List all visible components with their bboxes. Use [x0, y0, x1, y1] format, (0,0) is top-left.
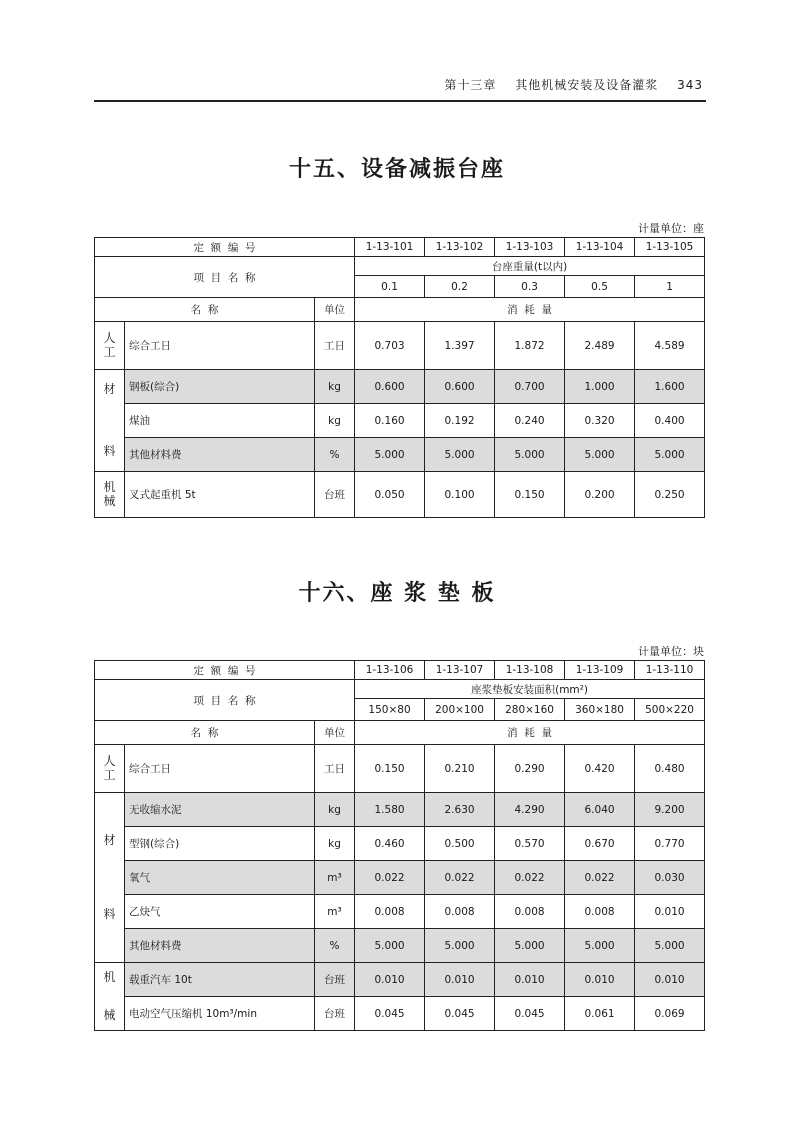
param-value: 0.2 [425, 276, 495, 298]
consumption-value: 0.480 [635, 745, 705, 793]
consumption-value: 0.250 [635, 472, 705, 518]
param-value: 0.3 [495, 276, 565, 298]
resource-unit: kg [315, 404, 355, 438]
consumption-value: 0.400 [635, 404, 705, 438]
category-label [95, 793, 125, 963]
quota-code: 1-13-106 [355, 661, 425, 680]
param-value: 500×220 [635, 699, 705, 721]
consumption-value: 5.000 [565, 438, 635, 472]
consumption-value: 0.008 [355, 895, 425, 929]
consumption-value: 0.010 [495, 963, 565, 997]
consumption-value: 5.000 [565, 929, 635, 963]
consumption-value: 5.000 [495, 438, 565, 472]
quota-table [94, 660, 705, 1031]
resource-unit: % [315, 438, 355, 472]
table-row [95, 404, 705, 438]
consumption-value: 0.061 [565, 997, 635, 1031]
item-name-label: 项 目 名 称 [95, 680, 355, 721]
section-title: 十六、座 浆 垫 板 [298, 581, 496, 606]
category-label [95, 472, 125, 518]
resource-name: 综合工日 [125, 745, 315, 793]
consumption-label: 消 耗 量 [355, 298, 705, 322]
consumption-value: 5.000 [355, 438, 425, 472]
consumption-value: 5.000 [425, 929, 495, 963]
resource-unit: 工日 [315, 322, 355, 370]
consumption-value: 0.200 [565, 472, 635, 518]
category-char: 械 [103, 493, 116, 508]
consumption-value: 0.150 [355, 745, 425, 793]
unit-note: 计量单位：座 [638, 222, 704, 235]
param-value: 200×100 [425, 699, 495, 721]
consumption-value: 5.000 [635, 929, 705, 963]
name-label: 名 称 [95, 721, 315, 745]
resource-name: 氧气 [125, 861, 315, 895]
category-char: 材 [103, 833, 116, 848]
page-number: 343 [677, 78, 703, 92]
consumption-value: 0.240 [495, 404, 565, 438]
resource-unit: kg [315, 827, 355, 861]
resource-unit: m³ [315, 895, 355, 929]
consumption-value: 0.022 [425, 861, 495, 895]
quota-code-row [95, 238, 705, 257]
resource-name: 其他材料费 [125, 438, 315, 472]
consumption-value: 0.069 [635, 997, 705, 1031]
column-heading-row [95, 298, 705, 322]
category-char: 工 [103, 767, 116, 782]
consumption-value: 0.045 [495, 997, 565, 1031]
quota-code: 1-13-110 [635, 661, 705, 680]
category-char: 人 [103, 754, 116, 769]
table-row [95, 370, 705, 404]
consumption-value: 0.010 [355, 963, 425, 997]
category-char: 械 [103, 1007, 116, 1022]
category-char: 工 [103, 344, 116, 359]
category-label [95, 370, 125, 472]
consumption-value: 1.600 [635, 370, 705, 404]
table-row [95, 861, 705, 895]
resource-name: 无收缩水泥 [125, 793, 315, 827]
quota-code: 1-13-108 [495, 661, 565, 680]
resource-name: 钢板(综合) [125, 370, 315, 404]
quota-code: 1-13-105 [635, 238, 705, 257]
resource-name: 乙炔气 [125, 895, 315, 929]
resource-unit: 台班 [315, 472, 355, 518]
column-heading-row [95, 721, 705, 745]
category-char: 人 [103, 331, 116, 346]
consumption-value: 4.589 [635, 322, 705, 370]
param-value: 1 [635, 276, 705, 298]
quota-code: 1-13-104 [565, 238, 635, 257]
category-char: 机 [103, 970, 116, 985]
consumption-value: 0.045 [355, 997, 425, 1031]
consumption-value: 0.050 [355, 472, 425, 518]
consumption-value: 0.290 [495, 745, 565, 793]
consumption-value: 0.010 [635, 963, 705, 997]
resource-unit: 台班 [315, 997, 355, 1031]
consumption-value: 0.160 [355, 404, 425, 438]
consumption-value: 0.010 [635, 895, 705, 929]
consumption-value: 0.192 [425, 404, 495, 438]
chapter-heading [430, 76, 703, 93]
consumption-value: 0.460 [355, 827, 425, 861]
param-value: 0.5 [565, 276, 635, 298]
consumption-value: 0.150 [495, 472, 565, 518]
param-label-row [95, 680, 705, 699]
resource-name: 综合工日 [125, 322, 315, 370]
table-row [95, 793, 705, 827]
category-char: 料 [103, 443, 116, 458]
quota-code-label: 定 额 编 号 [95, 661, 355, 680]
category-label [95, 322, 125, 370]
item-name-label: 项 目 名 称 [95, 257, 355, 298]
consumption-value: 0.045 [425, 997, 495, 1031]
quota-table [94, 237, 705, 518]
consumption-value: 0.008 [425, 895, 495, 929]
consumption-value: 2.630 [425, 793, 495, 827]
consumption-value: 0.570 [495, 827, 565, 861]
consumption-value: 5.000 [495, 929, 565, 963]
resource-name: 型钢(综合) [125, 827, 315, 861]
resource-unit: % [315, 929, 355, 963]
category-char: 料 [103, 906, 116, 921]
consumption-value: 0.600 [425, 370, 495, 404]
param-label: 座浆垫板安装面积(mm²) [355, 680, 705, 699]
table-row [95, 963, 705, 997]
param-label-row [95, 257, 705, 276]
quota-code: 1-13-103 [495, 238, 565, 257]
section-title: 十五、设备减振台座 [288, 157, 505, 182]
consumption-value: 5.000 [425, 438, 495, 472]
resource-unit: m³ [315, 861, 355, 895]
table-row [95, 745, 705, 793]
table-row [95, 929, 705, 963]
category-label [95, 963, 125, 1031]
consumption-label: 消 耗 量 [355, 721, 705, 745]
param-label: 台座重量(t以内) [355, 257, 705, 276]
chapter-number: 第十三章 [444, 78, 497, 92]
resource-name: 叉式起重机 5t [125, 472, 315, 518]
resource-unit: kg [315, 793, 355, 827]
consumption-value: 0.320 [565, 404, 635, 438]
param-value: 360×180 [565, 699, 635, 721]
quota-code: 1-13-107 [425, 661, 495, 680]
consumption-value: 1.580 [355, 793, 425, 827]
consumption-value: 1.872 [495, 322, 565, 370]
category-char: 机 [103, 480, 116, 495]
quota-code: 1-13-102 [425, 238, 495, 257]
resource-unit: 工日 [315, 745, 355, 793]
consumption-value: 0.210 [425, 745, 495, 793]
consumption-value: 9.200 [635, 793, 705, 827]
table-row [95, 438, 705, 472]
consumption-value: 0.770 [635, 827, 705, 861]
consumption-value: 1.397 [425, 322, 495, 370]
consumption-value: 0.600 [355, 370, 425, 404]
consumption-value: 5.000 [355, 929, 425, 963]
consumption-value: 0.008 [565, 895, 635, 929]
quota-code: 1-13-109 [565, 661, 635, 680]
consumption-value: 0.670 [565, 827, 635, 861]
table-row [95, 997, 705, 1031]
consumption-value: 0.010 [425, 963, 495, 997]
resource-name: 电动空气压缩机 10m³/min [125, 997, 315, 1031]
unit-label: 单位 [315, 721, 355, 745]
consumption-value: 0.700 [495, 370, 565, 404]
consumption-value: 0.703 [355, 322, 425, 370]
unit-label: 单位 [315, 298, 355, 322]
unit-note: 计量单位：块 [638, 645, 704, 658]
consumption-value: 0.022 [355, 861, 425, 895]
table-row [95, 895, 705, 929]
param-value: 280×160 [495, 699, 565, 721]
page-header [94, 74, 706, 102]
consumption-value: 0.022 [565, 861, 635, 895]
consumption-value: 2.489 [565, 322, 635, 370]
name-label: 名 称 [95, 298, 315, 322]
consumption-value: 0.008 [495, 895, 565, 929]
quota-code-row [95, 661, 705, 680]
consumption-value: 0.010 [565, 963, 635, 997]
category-label [95, 745, 125, 793]
resource-unit: 台班 [315, 963, 355, 997]
consumption-value: 6.040 [565, 793, 635, 827]
resource-unit: kg [315, 370, 355, 404]
param-value: 0.1 [355, 276, 425, 298]
table-row [95, 322, 705, 370]
consumption-value: 1.000 [565, 370, 635, 404]
param-value: 150×80 [355, 699, 425, 721]
table-row [95, 827, 705, 861]
resource-name: 煤油 [125, 404, 315, 438]
table-row [95, 472, 705, 518]
consumption-value: 0.500 [425, 827, 495, 861]
consumption-value: 5.000 [635, 438, 705, 472]
quota-code: 1-13-101 [355, 238, 425, 257]
consumption-value: 0.022 [495, 861, 565, 895]
resource-name: 其他材料费 [125, 929, 315, 963]
consumption-value: 0.030 [635, 861, 705, 895]
chapter-title: 其他机械安装及设备灌浆 [515, 78, 659, 92]
quota-code-label: 定 额 编 号 [95, 238, 355, 257]
consumption-value: 0.420 [565, 745, 635, 793]
consumption-value: 4.290 [495, 793, 565, 827]
category-char: 材 [103, 382, 116, 397]
consumption-value: 0.100 [425, 472, 495, 518]
resource-name: 载重汽车 10t [125, 963, 315, 997]
